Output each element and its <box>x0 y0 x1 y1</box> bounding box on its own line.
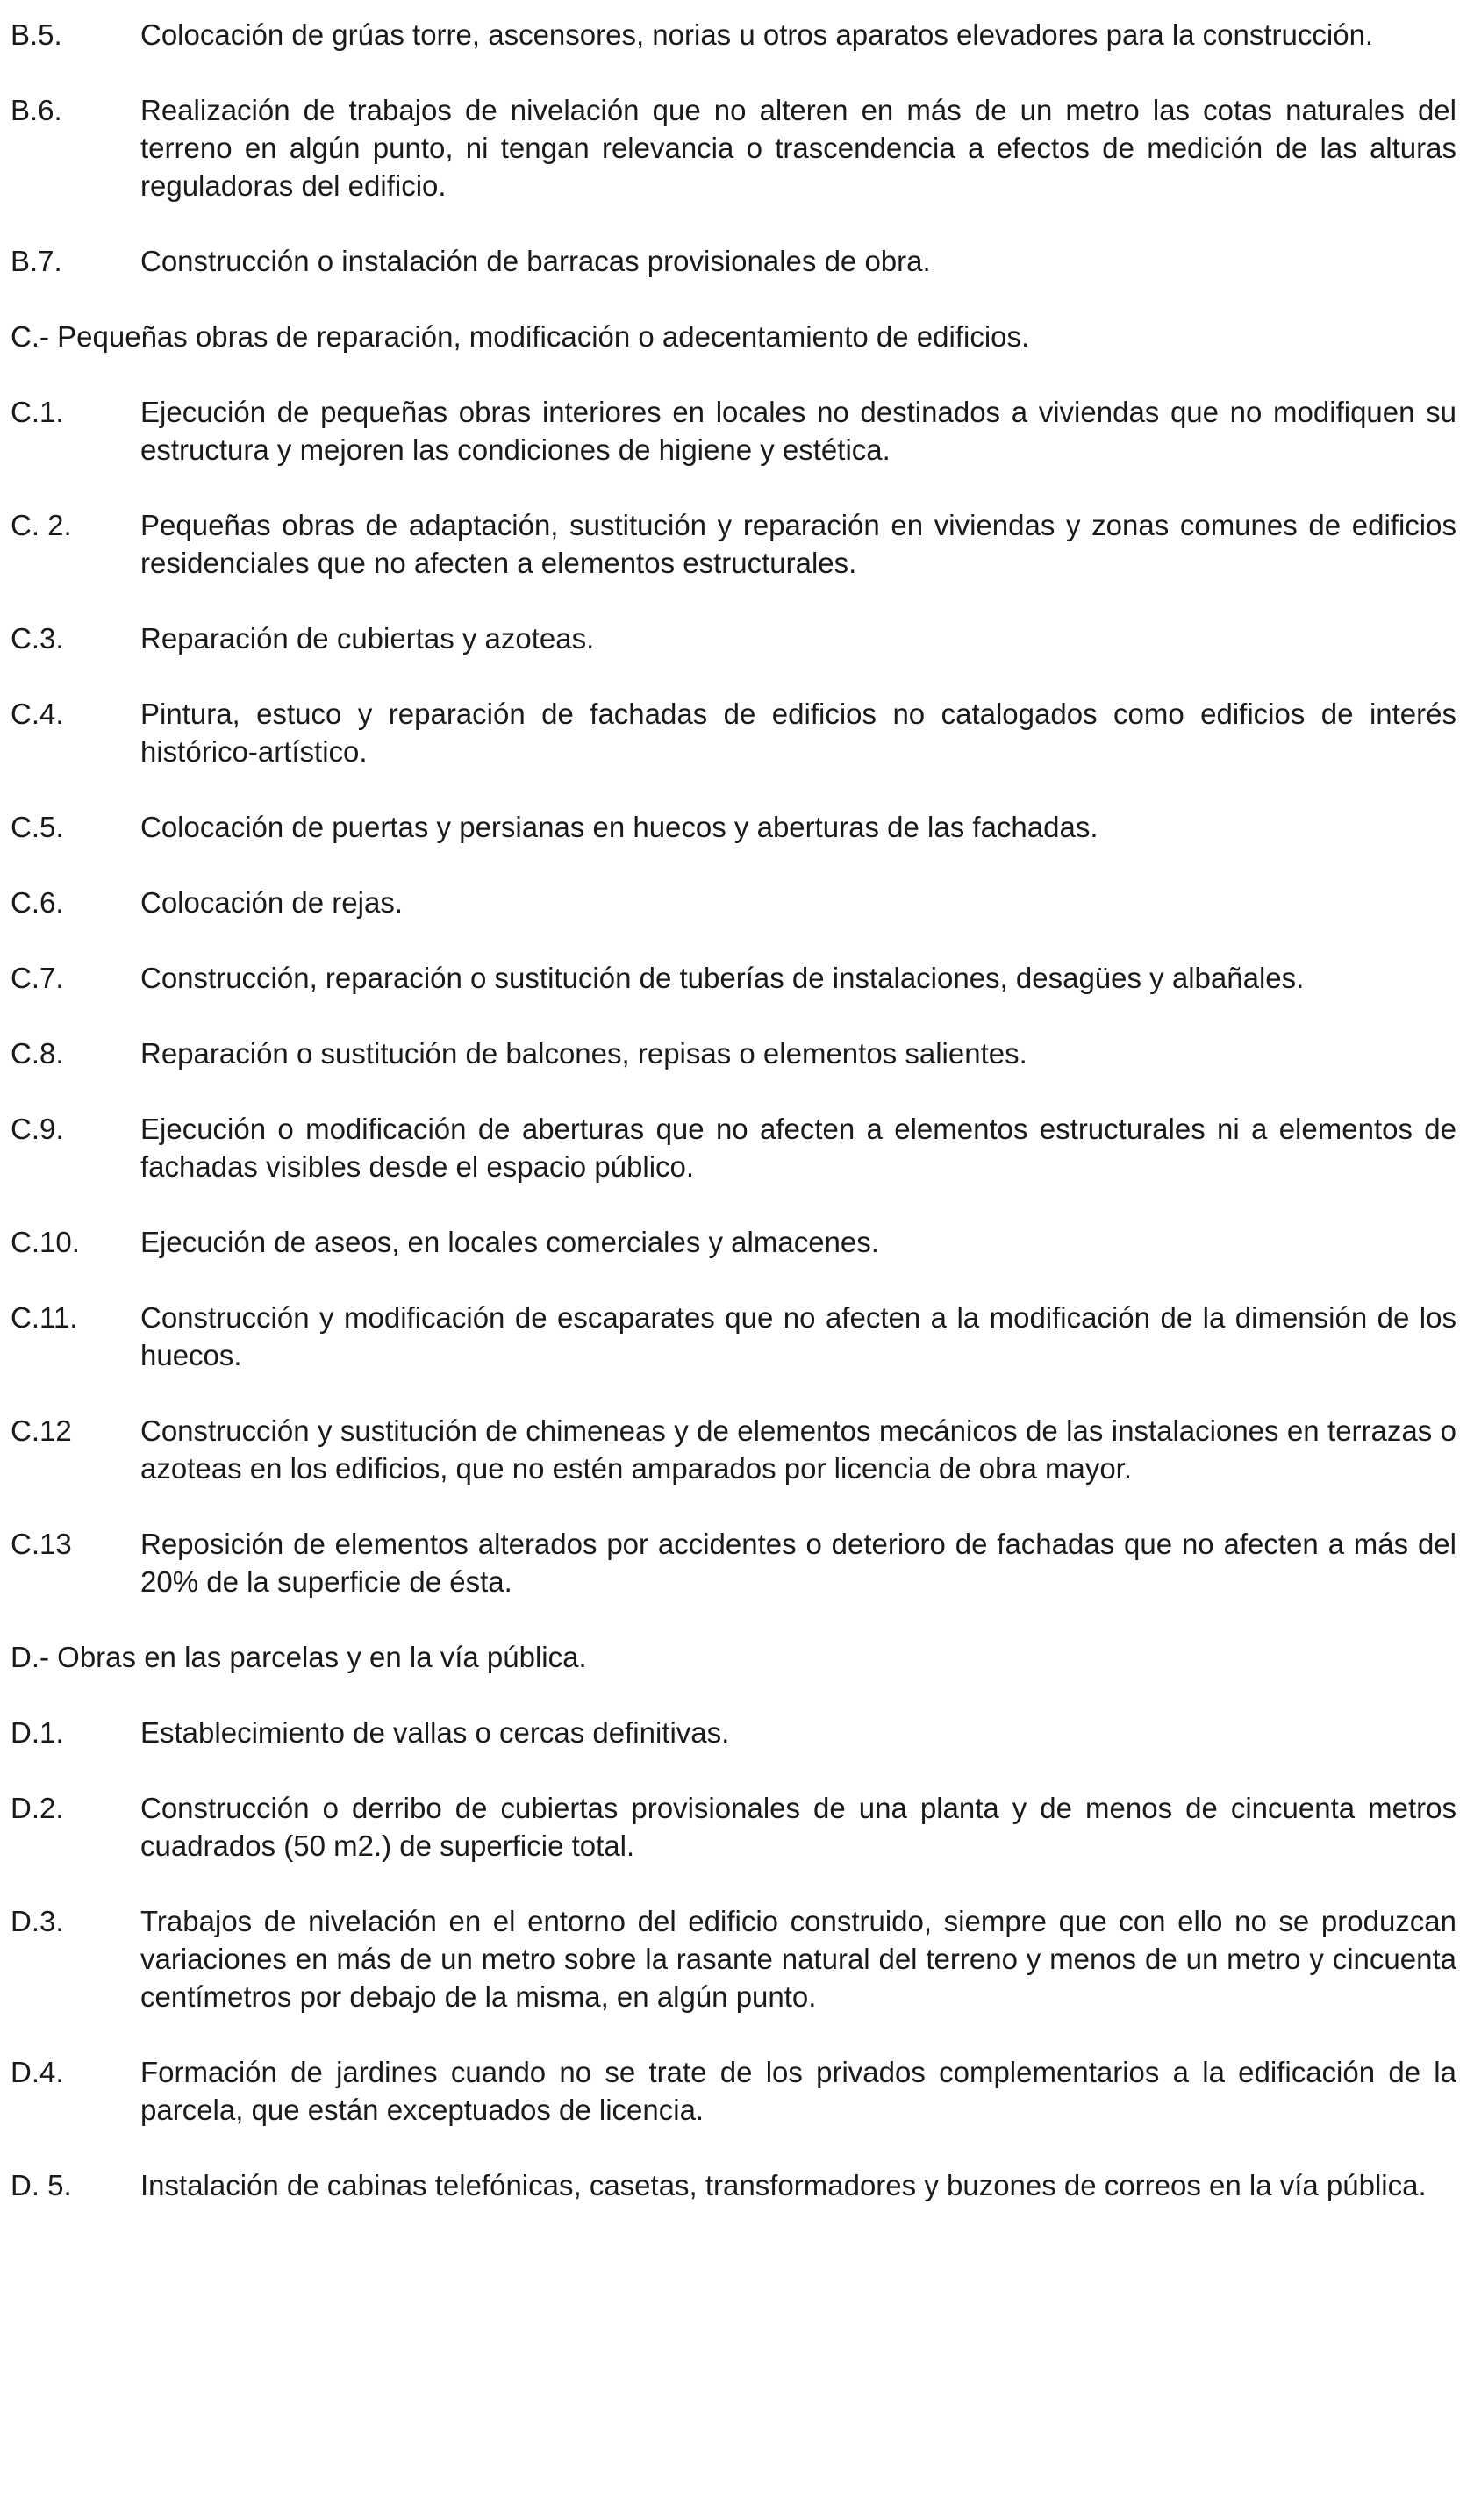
list-item <box>11 1714 1456 1751</box>
list-item <box>11 506 1456 582</box>
item-text: Reposición de elementos alterados por accidentes o deterioro de fachadas que no afecten a más del 20% de la superficie de ésta. <box>140 1528 1456 1598</box>
item-code: B.6. <box>11 94 62 126</box>
item-text: Construcción y sustitución de chimeneas y de elementos mecánicos de las instalaciones en terrazas o azoteas en los edificios, que no estén amparados por licencia de obra mayor. <box>140 1414 1456 1485</box>
list-item <box>11 242 1456 280</box>
item-code: C.5. <box>11 811 64 843</box>
item-text: Ejecución de aseos, en locales comerciales y almacenes. <box>140 1226 879 1258</box>
item-text: Formación de jardines cuando no se trate de los privados complementarios a la edificación de la parcela, que están exceptuados de licencia. <box>140 2056 1456 2126</box>
list-item <box>11 393 1456 469</box>
list-item <box>11 884 1456 921</box>
item-code: D.1. <box>11 1716 64 1749</box>
list-item <box>11 1412 1456 1487</box>
list-item <box>11 1110 1456 1185</box>
item-text: Construcción, reparación o sustitución de tuberías de instalaciones, desagües y albañales. <box>140 962 1305 994</box>
item-code: C. 2. <box>11 509 72 541</box>
item-text: Establecimiento de vallas o cercas definitivas. <box>140 1716 730 1749</box>
list-item <box>11 2053 1456 2129</box>
section-heading: D.- Obras en las parcelas y en la vía pública. <box>11 1641 587 1673</box>
item-text: Reparación de cubiertas y azoteas. <box>140 622 595 655</box>
item-code: C.3. <box>11 622 64 655</box>
item-code: C.4. <box>11 698 64 730</box>
list-item <box>11 808 1456 846</box>
document-page <box>11 16 1456 2242</box>
section-heading: C.- Pequeñas obras de reparación, modificación o adecentamiento de edificios. <box>11 320 1030 353</box>
item-text: Pequeñas obras de adaptación, sustitución y reparación en viviendas y zonas comunes de edificios residenciales que no afecten a elementos estructurales. <box>140 509 1456 579</box>
list-item <box>11 695 1456 770</box>
item-code: C.7. <box>11 962 64 994</box>
item-code: B.7. <box>11 245 62 277</box>
list-item <box>11 959 1456 997</box>
item-code: C.1. <box>11 396 64 428</box>
item-code: C.6. <box>11 886 64 919</box>
item-code: B.5. <box>11 18 62 51</box>
list-item <box>11 1299 1456 1374</box>
item-text: Instalación de cabinas telefónicas, casetas, transformadores y buzones de correos en la vía pública. <box>140 2169 1427 2201</box>
list-item <box>11 619 1456 657</box>
item-text: Reparación o sustitución de balcones, repisas o elementos salientes. <box>140 1037 1027 1070</box>
list-item <box>11 1789 1456 1865</box>
item-code: D.2. <box>11 1792 64 1824</box>
item-code: D. 5. <box>11 2169 72 2201</box>
item-text: Realización de trabajos de nivelación que no alteren en más de un metro las cotas naturales del terreno en algún punto, ni tengan relevancia o trascendencia a efectos de medición de las alturas reguladoras del edificio. <box>140 94 1456 202</box>
item-text: Colocación de rejas. <box>140 886 403 919</box>
item-code: C.10. <box>11 1226 80 1258</box>
item-text: Construcción o derribo de cubiertas provisionales de una planta y de menos de cincuenta metros cuadrados (50 m2.) de superficie total. <box>140 1792 1456 1862</box>
item-text: Ejecución o modificación de aberturas que no afecten a elementos estructurales ni a elementos de fachadas visibles desde el espacio público. <box>140 1113 1456 1183</box>
item-code: C.9. <box>11 1113 64 1145</box>
item-code: C.8. <box>11 1037 64 1070</box>
item-text: Construcción o instalación de barracas provisionales de obra. <box>140 245 931 277</box>
item-text: Ejecución de pequeñas obras interiores en locales no destinados a viviendas que no modifiquen su estructura y mejoren las condiciones de higiene y estética. <box>140 396 1456 466</box>
list-item <box>11 1223 1456 1261</box>
item-text: Colocación de grúas torre, ascensores, norias u otros aparatos elevadores para la construcción. <box>140 18 1374 51</box>
item-code: C.11. <box>11 1301 78 1334</box>
list-item <box>11 1902 1456 2015</box>
list-item <box>11 1034 1456 1072</box>
item-text: Colocación de puertas y persianas en huecos y aberturas de las fachadas. <box>140 811 1098 843</box>
item-text: Pintura, estuco y reparación de fachadas de edificios no catalogados como edificios de interés histórico-artístico. <box>140 698 1456 768</box>
item-code: D.4. <box>11 2056 64 2088</box>
item-code: D.3. <box>11 1905 64 1937</box>
list-item <box>11 1525 1456 1600</box>
list-item <box>11 2166 1456 2204</box>
item-code: C.12 <box>11 1414 72 1447</box>
item-text: Construcción y modificación de escaparates que no afecten a la modificación de la dimensión de los huecos. <box>140 1301 1456 1371</box>
list-item <box>11 91 1456 204</box>
item-code: C.13 <box>11 1528 72 1560</box>
item-text: Trabajos de nivelación en el entorno del edificio construido, siempre que con ello no se produzcan variaciones en más de un metro sobre la rasante natural del terreno y menos de un metro y cincuenta centímetros por debajo de la misma, en algún punto. <box>140 1905 1456 2013</box>
list-item <box>11 16 1456 54</box>
